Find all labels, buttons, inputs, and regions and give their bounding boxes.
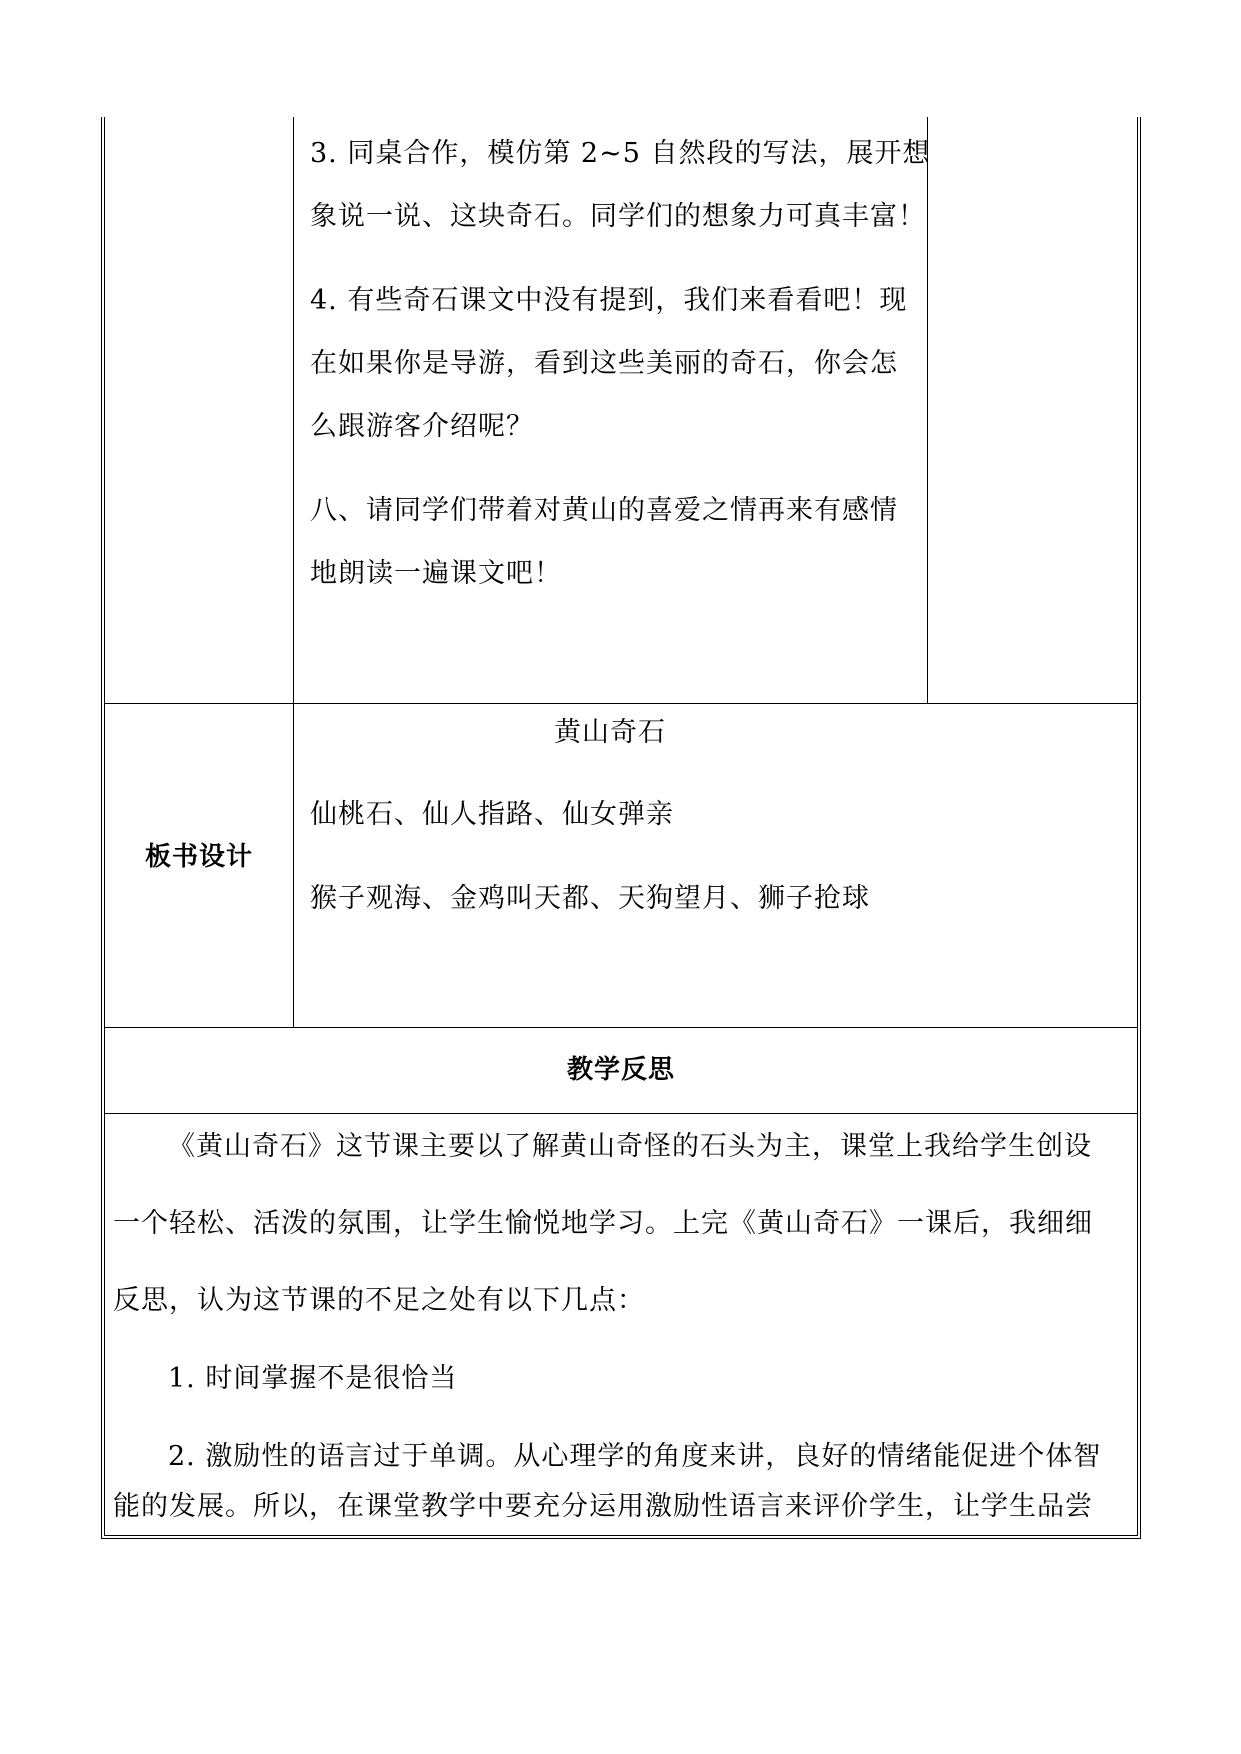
reflection-para1-line2: 一个轻松、活泼的氛围，让学生愉悦地学习。上完《黄山奇石》一课后，我细细 [113, 1208, 1093, 1239]
reflection-para1-line3: 反思，认为这节课的不足之处有以下几点： [113, 1285, 645, 1316]
step4-line1: 4. 有些奇石课文中没有提到，我们来看看吧！现 [310, 285, 908, 316]
board-design-line2: 猴子观海、金鸡叫天都、天狗望月、狮子抢球 [310, 883, 870, 914]
reflection-heading: 教学反思 [566, 1055, 675, 1085]
reflection-point2-line1: 2. 激励性的语言过于单调。从心理学的角度来讲，良好的情绪能促进个体智 [168, 1441, 1102, 1472]
reflection-point2-line2: 能的发展。所以，在课堂教学中要充分运用激励性语言来评价学生，让学生品尝 [113, 1491, 1093, 1522]
step4-line2: 在如果你是导游，看到这些美丽的奇石，你会怎 [310, 348, 898, 379]
board-design-row [105, 703, 1137, 1027]
step3-line1: 3. 同桌合作，模仿第 2~5 自然段的写法，展开想 [310, 138, 931, 169]
step3-line2: 象说一说、这块奇石。同学们的想象力可真丰富！ [310, 201, 926, 232]
board-design-title: 黄山奇石 [554, 717, 666, 748]
board-design-label: 板书设计 [144, 842, 253, 872]
reflection-heading-row [105, 1027, 1137, 1113]
column-divider-right [927, 117, 928, 703]
reflection-point1: 1. 时间掌握不是很恰当 [168, 1363, 458, 1394]
reflection-body-row [105, 1113, 1137, 1539]
step8-line2: 地朗读一遍课文吧！ [310, 558, 562, 589]
step8-line1: 八、请同学们带着对黄山的喜爱之情再来有感情 [310, 495, 898, 526]
reflection-para1-line1: 《黄山奇石》这节课主要以了解黄山奇怪的石头为主，课堂上我给学生创设 [168, 1131, 1092, 1162]
step4-line3: 么跟游客介绍呢？ [310, 411, 534, 442]
board-design-line1: 仙桃石、仙人指路、仙女弹亲 [310, 799, 674, 830]
column-divider-left [293, 117, 294, 703]
lesson-steps-row [105, 117, 1137, 703]
lesson-plan-table [101, 117, 1141, 1539]
